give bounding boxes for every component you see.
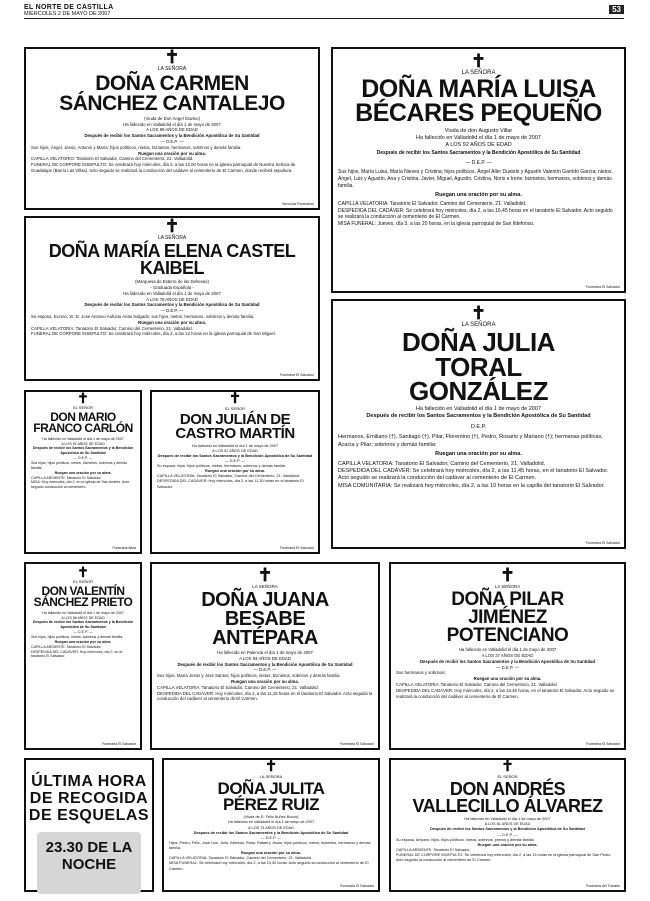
esquela-text-line: Después de recibir los Santos Sacramentos y la Bendición Apostólica de Su Santidad	[157, 453, 313, 458]
esquela-text-line: D.E.P.	[470, 423, 487, 430]
esquela-text-line: Después de recibir los Santos Sacramentos y la Bendición Apostólica de Su Santidad	[84, 133, 260, 139]
esquela-carmen	[24, 47, 320, 210]
esquela-text-line: A LOS 91 AÑOS DE EDAD	[61, 441, 105, 446]
esquela-text-line: — D.E.P. —	[253, 667, 277, 673]
esquela-text-line: A LOS 92 AÑOS DE EDAD	[445, 142, 512, 149]
esquela-text-line: Ha fallecido en Valladolid el día 1 de mayo de 2007	[191, 443, 279, 448]
issue-date: MIÉRCOLES 2 DE MAYO DE 2007	[24, 11, 111, 17]
cross-icon: ✝	[257, 565, 273, 585]
esquela-text-line: A LOS 92 AÑOS DE EDAD	[212, 448, 258, 453]
esquela-text-line: Ha fallecido en Valladolid el día 1 de mayo de 2007	[416, 406, 541, 413]
esquela-text-line: Su esposa, Amparo; hijos, hijos políticos, nietos, sobrinos, primos y demás familia.	[396, 837, 535, 842]
esquela-text-line: DESPEDIDA DEL CADÁVER: Se celebrará hoy miércoles, día 2, a las 16,45 horas en el tanatorio El Salvador. Acto seguido se realizará la conducción al cementerio de El Carmen.	[338, 207, 613, 221]
esquela-text-line: Ruegan una oración por su alma.	[473, 676, 542, 682]
esquela-text-line: A LOS 86 AÑOS DE EDAD	[61, 615, 105, 620]
cross-icon: ✝	[164, 216, 180, 236]
esquela-text-line: CAPILLA VELATORIA: Tanatorio El Salvador, Camino del Cementerio, 21. Valladolid.	[31, 325, 193, 331]
esquela-text-line: A LOS 78 AÑOS DE EDAD	[146, 296, 198, 302]
deceased-name: DOÑA MARÍA LUISA BÉCARES PEQUEÑO	[355, 75, 602, 127]
funeral-home: Funeraria El Salvador	[280, 546, 314, 550]
esquela-text-line: — D.E.P. —	[160, 139, 184, 145]
deceased-name: DON VALENTÍN SÁNCHEZ PRIETO	[33, 584, 133, 610]
esquela-text-line: Ha fallecido en Valladolid el día 1 de mayo de 2007	[416, 134, 541, 141]
esquela-text-line: FUNERAL DE CORPORE INSEPULTO: Se celebrará hoy miércoles, día 2, a las 12 horas en la iglesia parroquial de San Miguel.	[31, 331, 276, 337]
esquela-text-line: Sus hijos, hijos políticos, nietos, biznietos, sobrinos y demás familia.	[31, 461, 128, 470]
esquela-text-line: A LOS 94 AÑOS DE EDAD	[239, 655, 291, 661]
funeral-home: Funeraria El Salvador	[586, 285, 620, 289]
funeral-home: Funeraria El Salvador	[586, 742, 620, 746]
esquela-text-line: Hermanos, Emiliano (†), Santiago (†), Pilar, Florentino (†), Pedro, Rosario y Mariano (†); hermanas políticas, Acacia y Pilar; sobrinos y demás familia:	[338, 434, 603, 448]
deceased-name: DOÑA JULIA TORAL GONZÁLEZ	[402, 327, 555, 407]
esquela-pilar	[389, 562, 626, 750]
esquela-text-line: Ruegan una oración por su alma.	[435, 191, 522, 198]
esquela-text-line: CAPILLA ARDIENTE: Tanatorio El Salvador.	[31, 475, 102, 480]
esquela-text-line: Ruegan una oración por su alma.	[54, 639, 112, 644]
deceased-name: DOÑA JULITA PÉREZ RUIZ	[217, 779, 325, 815]
esquela-text-line: Ha fallecido en Valladolid el día 1 de mayo de 2007	[42, 610, 124, 615]
ultima-hora-text: ÚLTIMA HORA DE RECOGIDA DE ESQUELAS	[28, 773, 150, 824]
funeral-home: Funeraria El Salvador	[280, 373, 314, 377]
esquela-title: LA SEÑORA	[259, 774, 283, 779]
esquela-text-line: (Viuda de Don Ángel Gavino)	[144, 115, 200, 121]
deadline-time: 23.30 DE LA NOCHE	[37, 832, 141, 894]
esquela-text-line: — D.E.P. —	[73, 630, 93, 635]
esquela-title: EL SEÑOR	[72, 579, 94, 584]
funeral-home: Funeraria del Tránsito	[585, 884, 620, 888]
esquela-text-line: Después de recibir los Santos Sacramentos y la Bendición Apostólica de Su Santidad	[193, 830, 349, 835]
esquela-text-line: Viuda de don Augusto Villar	[444, 127, 513, 134]
esquela-text-line: DESPEDIDA DEL CADÁVER: Hoy miércoles, día 2, en el tanatorio El Salvador.	[31, 649, 123, 659]
esquela-text-line: CAPILLA VELATORIA: Tanatorio El Salvador, Camino del Cementerio, 21. Valladolid.	[396, 681, 558, 687]
esquela-title: LA SEÑORA	[461, 322, 496, 328]
esquela-text-line: Sus hijos, Ángel, Jesús, Antonio y María; hijos políticos, nietos, biznietos, hermanos, sobrinos y demás familia.	[31, 144, 242, 150]
esquela-title: EL SEÑOR	[497, 774, 518, 779]
deceased-name: DOÑA JUANA BESABE ANTÉPARA	[201, 589, 329, 649]
cross-icon: ✝	[499, 565, 516, 585]
esquela-title: EL SEÑOR	[224, 406, 246, 411]
esquela-text-line: - Graduada Española -	[150, 284, 194, 290]
cross-icon: ✝	[501, 758, 514, 775]
esquela-text-line: MISA FUNERAL: Jueves, día 3, a las 20 horas, en la iglesia parroquial de San Ildefonso.	[338, 221, 535, 228]
funeral-home: Funeraria El Salvador	[340, 742, 374, 746]
esquela-title: LA SEÑORA	[494, 584, 521, 589]
esquela-valentin	[24, 562, 142, 750]
esquela-text-line: Sus hijos, María Jesús y José Santos; hijos políticos, nietos, biznietos, sobrinos y demás familia.	[157, 673, 341, 679]
cross-icon: ✝	[164, 47, 180, 67]
funeral-home: Funeraria El Salvador	[102, 742, 136, 746]
esquela-text-line: Ha fallecido en Valladolid el día 1 de mayo de 2007	[458, 647, 557, 653]
esquela-text-line: Después de recibir los Santos Sacramentos y la Bendición Apostólica de Su Santidad	[32, 620, 134, 630]
deceased-name: DON ANDRÉS VALLECILLO ÁLVAREZ	[412, 779, 603, 817]
esquela-text-line: Después de recibir los Santos Sacramentos y la Bendición Apostólica de Su Santidad	[366, 413, 591, 420]
esquela-text-line: Ruegan una oración por su alma.	[138, 150, 206, 156]
cross-icon: ✝	[264, 758, 278, 775]
esquela-text-line: Ha fallecido en Valladolid el día 1 de mayo de 2007	[123, 290, 221, 296]
page-number: 53	[609, 5, 624, 14]
esquela-text-line: FUNERAL DE CORPORE INSEPULTO: Se celebrará hoy miércoles, día 2, a las 13 horas en la iglesia parroquial de San Pedro. Acto seguido la conducción al cementerio de El Carmen.	[396, 853, 612, 863]
deceased-name: DON MARIO FRANCO CARLÓN	[33, 410, 133, 436]
esquela-text-line: Después de recibir los Santos Sacramentos y la Bendición Apostólica de Su Santidad	[32, 446, 134, 456]
esquela-mario	[24, 390, 142, 554]
esquela-text-line: Después de recibir los Santos Sacramentos y la Bendición Apostólica de Su Santidad	[84, 302, 260, 308]
esquela-maria-elena	[24, 216, 320, 381]
esquela-text-line: — D.E.P. —	[260, 835, 282, 840]
esquela-text-line: MISA COMUNITARIA: Se realizará hoy miércoles, día 2, a las 10 horas en la capilla del tanatorio El Salvador.	[338, 482, 605, 489]
esquela-text-line: MISA: Hoy miércoles, día 2, en la iglesia de San Andrés. Acto seguido conducción al cementerio.	[31, 480, 130, 490]
cross-icon: ✝	[470, 303, 487, 323]
esquela-text-line: Sus hermanos y sobrinos:	[396, 670, 446, 676]
esquela-text-line: A LOS 37 AÑOS DE EDAD	[481, 652, 534, 658]
esquela-text-line: — D.E.P. —	[224, 458, 246, 463]
esquela-text-line: Sus hijos, María Luisa, María Nieves y Cristina; hijos políticos, Ángel Aller Dustelo y Agustín Valentín Garrido García; nietos, Ángel, Luis y Agustín, Ana y Cristina, Javier, Miguel, Agustín, Cristina, Noris e Irene; biznietos, hermanos, sobrinos y demás familia.	[338, 169, 613, 189]
esquela-text-line: Ruegan una oración por su alma.	[435, 451, 522, 458]
esquela-text-line: CAPILLA VELATORIA: Tanatorio El Salvador, Camino del Cementerio, 21. Valladolid.	[338, 200, 527, 207]
esquela-text-line: A LOS 81 AÑOS DE EDAD	[484, 822, 531, 827]
cross-icon: ✝	[470, 51, 487, 71]
esquela-text-line: DESPEDIDA DEL CADÁVER: Hoy miércoles, día 2, a las 13,45 horas, en el tanatorio El Salvador. Acto seguido se realizará la conducción del cadáver al cementerio de El Carmen.	[396, 687, 615, 699]
esquela-text-line: Después de recibir los Santos Sacramentos y la Bendición Apostólica de Su Santidad	[419, 658, 596, 664]
esquela-text-line: CAPILLA VELATORIA: Tanatorio El Salvador, Camino del Cementerio, 21. Valladolid.	[157, 684, 319, 690]
esquela-julia	[331, 299, 626, 549]
esquela-text-line: CAPILLA VELATORIA: Tanatorio El Salvador, Camino del Cementerio, 21. Valladolid.	[157, 474, 301, 479]
page-header	[24, 4, 624, 19]
ultima-hora-notice	[24, 758, 154, 892]
esquela-julita	[162, 758, 380, 892]
cross-icon: ✝	[77, 390, 89, 406]
esquela-text-line: Ruegan una oración por su alma.	[54, 470, 112, 475]
esquela-text-line: DESPEDIDA DEL CADÁVER: Hoy miércoles, día 2, a las 11,30 horas en el tanatorio El Salvador.	[157, 479, 304, 489]
esquela-juana	[150, 562, 380, 750]
funeral-home: Funeraria El Salvador	[340, 884, 374, 888]
esquela-julian	[150, 390, 320, 554]
deceased-name: DOÑA PILAR JIMÉNEZ POTENCIANO	[446, 589, 569, 647]
esquela-text-line: DESPEDIDA DEL CADÁVER: Se celebrará hoy miércoles, día 2, a las 11,45 horas, en el tanatorio El Salvador. Acto seguido se realizará la conducción del cadáver al cementerio de El Carmen.	[338, 468, 609, 482]
esquela-text-line: Ruegan una oración por su alma.	[477, 842, 538, 847]
esquela-text-line: CAPILLA VELATORIA: Tanatorio El Salvador, Camino del Cementerio, 21. Valladolid.	[169, 856, 313, 861]
esquela-text-line: Ha fallecido en Valladolid el día 1 de mayo de 2007	[123, 121, 221, 127]
esquela-text-line: Después de recibir los Santos Sacramentos y la Bendición Apostólica de Su Santidad	[177, 661, 353, 667]
esquela-andres	[389, 758, 626, 892]
funeral-home: Servicios Funerarios	[282, 202, 314, 206]
esquela-text-line: (Marquesa de Esterre de las Dehesas)	[135, 279, 209, 285]
esquela-text-line: CAPILLA ARDIENTE: Tanatorio El Salvador.	[31, 644, 102, 649]
esquela-text-line: — D.E.P. —	[496, 664, 519, 670]
newspaper-name: EL NORTE DE CASTILLA	[24, 4, 114, 11]
esquela-text-line: Hijos, Pedro, Félix, José Luis, Julia, Esteban, Rosa, Rafael y Jesús; hijos políticos, nietos, biznietos, hermanos y demás familia.	[169, 840, 371, 851]
esquela-text-line: Después de recibir los Santos Sacramentos y la Bendición Apostólica de Su Santidad	[376, 149, 581, 156]
esquela-text-line: Ha fallecido en Valladolid el día 1 de mayo de 2007	[42, 436, 124, 441]
esquela-text-line: — D.E.P. —	[160, 308, 184, 314]
esquela-text-line: A LOS 88 AÑOS DE EDAD	[146, 127, 198, 133]
esquela-text-line: Su esposo, Excmo. Sr. D. José Antonio Aufusto Arias Salgado; sus hijos, nietos, hermanos, sobrinos y demás familia.	[31, 313, 255, 319]
deceased-name: DOÑA MARÍA ELENA CASTEL KAIBEL	[48, 241, 296, 279]
esquela-text-line: — D.E.P. —	[465, 159, 492, 166]
deceased-name: DON JULIÁN DE CASTRO MARTÍN	[175, 411, 295, 443]
esquela-text-line: Ruegan una oración por su alma.	[231, 678, 299, 684]
deceased-name: DOÑA CARMEN SÁNCHEZ CANTALEJO	[59, 72, 285, 115]
esquela-text-line: CAPILLA VELATORIA: Tanatorio El Salvador, Camino del Cementerio, 21. Valladolid.	[338, 460, 546, 467]
esquela-maria-luisa	[331, 47, 626, 293]
funeral-home: Funeraria Albia	[112, 546, 136, 550]
esquela-title: LA SEÑORA	[157, 66, 187, 72]
esquela-text-line: Ruegan una oración por su alma.	[138, 319, 206, 325]
esquela-text-line: Ruegan una oración por su alma.	[205, 469, 265, 474]
esquela-text-line: Ha fallecido en Valladolid el día 1 de mayo de 2007	[464, 817, 551, 822]
esquela-text-line: — D.E.P. —	[73, 456, 93, 461]
esquela-text-line: Ha fallecido en Valladolid el día 1 de mayo de 2007	[227, 820, 315, 825]
esquela-text-line: Sus hijos, hijos políticos, nietos, sobrinos y demás familia.	[31, 635, 124, 639]
esquela-text-line: — D.E.P. —	[497, 832, 518, 837]
esquela-title: EL SEÑOR	[72, 405, 94, 410]
esquela-text-line: (Viuda de D. Félix Núñez Bocos)	[243, 815, 299, 820]
esquela-text-line: Ruegan una oración por su alma.	[241, 851, 301, 856]
esquela-title: LA SEÑORA	[157, 235, 187, 241]
esquela-text-line: CAPILLA ARDIENTE: Tanatorio El Salvador.	[396, 847, 471, 852]
esquela-text-line: Después de recibir los Santos Sacramentos y la Bendición Apostólica de Su Santidad	[430, 827, 585, 832]
esquela-title: LA SEÑORA	[252, 584, 278, 589]
esquela-text-line: DESPEDIDA DEL CADÁVER: Hoy miércoles, día 2, a las 11,15 horas en el tanatorio El Salvador. Acto seguido la conducción del cadáver al cementerio de El Carmen.	[157, 690, 373, 702]
cross-icon: ✝	[77, 564, 89, 580]
esquela-text-line: CAPILLA VELATORIO: Tanatorio El Salvador, Camino del Cementerio, 21. Valladolid.	[31, 156, 194, 162]
esquela-text-line: A LOS 73 AÑOS DE EDAD	[248, 825, 294, 830]
funeral-home: Funeraria El Salvador	[586, 541, 620, 545]
esquela-text-line: FUNERAL DE CORPORE INSEPULTO: Se celebrará hoy miércoles, día 2, a las 12,00 horas en la iglesia parroquial de Nuestra Señora de Guadalupe (Barrio Las Villas). Acto seguido se realizará la conducción del cadáver al cementerio de El Carmen, donde recibirá sepultura.	[31, 162, 296, 174]
esquela-title: LA SEÑORA	[461, 70, 496, 76]
cross-icon: ✝	[228, 390, 242, 407]
esquela-text-line: Su esposa, hijos, hijos políticos, nietos, hermanos, sobrinos y demás familia.	[157, 464, 286, 468]
esquela-text-line: Ha fallecido en Palencia el día 1 de mayo de 2007	[217, 650, 313, 655]
esquela-text-line: MISA FUNERAL: Se celebrará hoy miércoles, día 2, a las 10,30 horas. Acto seguido la conducción al cementerio de El Carmen.	[169, 861, 369, 871]
